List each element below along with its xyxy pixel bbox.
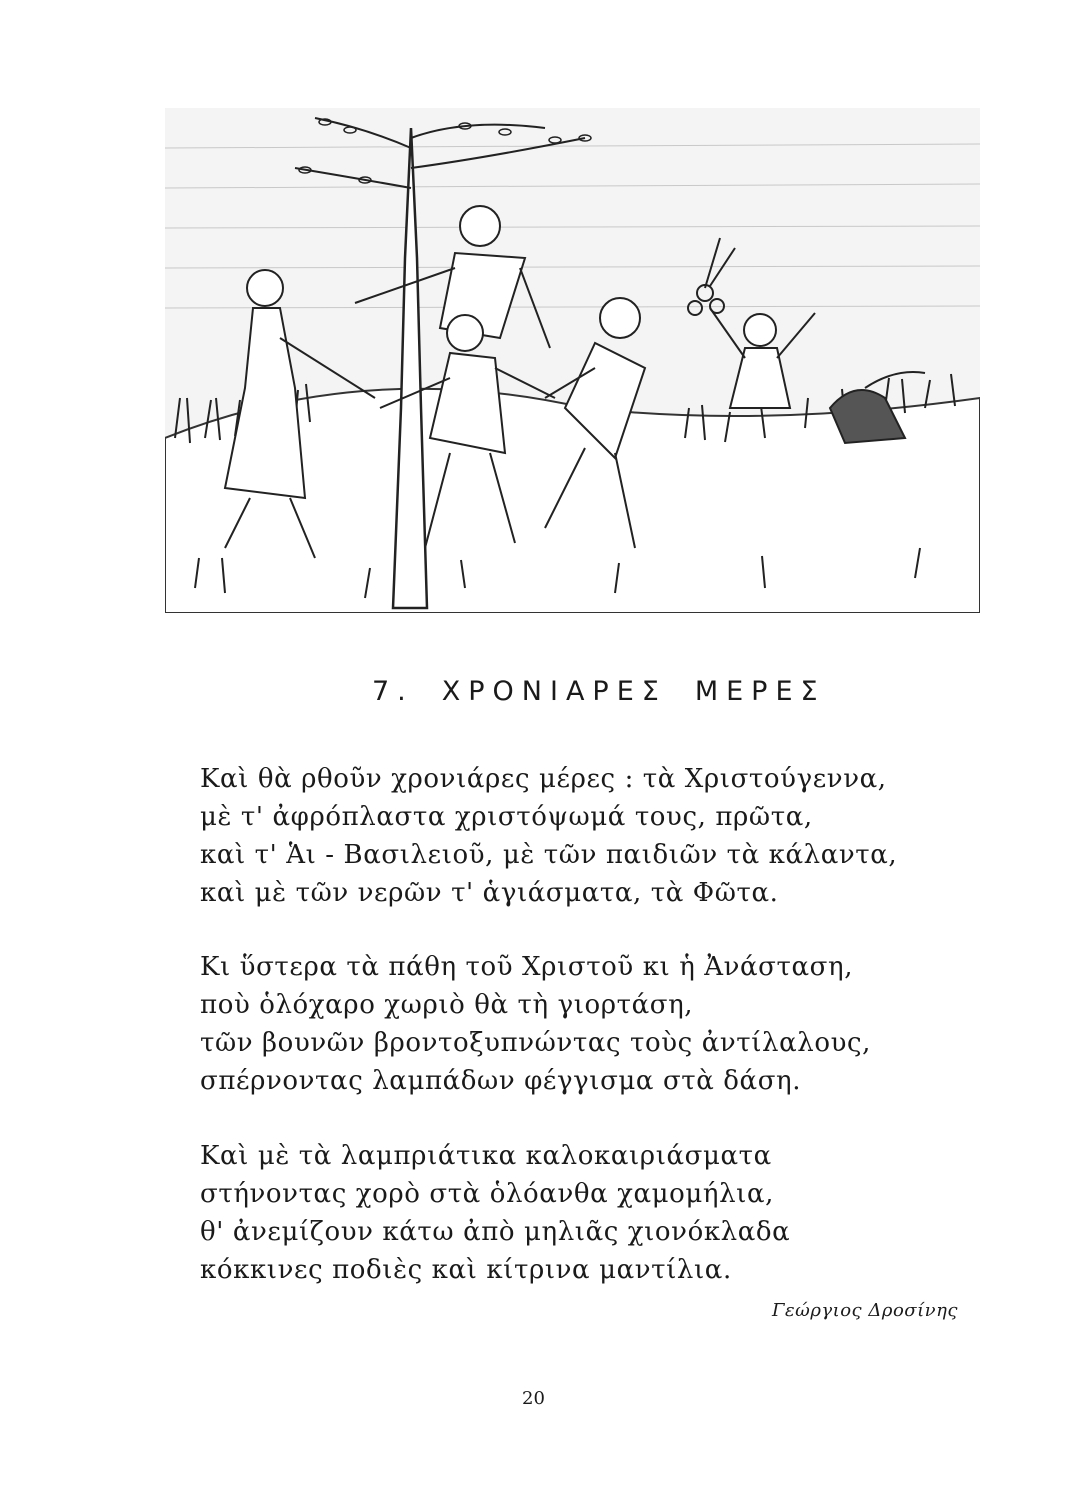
illustration-drawing <box>165 108 980 613</box>
stanza-1 <box>200 760 900 912</box>
poem-title <box>372 676 826 707</box>
stanza-2 <box>200 948 900 1100</box>
poem-line: μὲ τ' ἀφρόπλαστα χριστόψωμά τους, πρῶτα, <box>200 802 813 832</box>
poem-line: στήνοντας χορὸ στὰ ὁλόανθα χαμομήλια, <box>200 1179 774 1209</box>
poem-line: Κι ὕστερα τὰ πάθη τοῦ Χριστοῦ κι ἡ Ἀνάσταση, <box>200 952 854 982</box>
poem-line: Καὶ θὰ ρθοῦν χρονιάρες μέρες : τὰ Χριστούγεννα, <box>200 764 887 794</box>
page-number: 20 <box>522 1388 545 1409</box>
poem-line: καὶ μὲ τῶν νερῶν τ' ἁγιάσματα, τὰ Φῶτα. <box>200 878 779 908</box>
title-word-1: ΧΡΟΝΙΑΡΕΣ <box>441 676 667 707</box>
title-word-2: ΜΕΡΕΣ <box>694 676 826 707</box>
author-name: Γεώργιος Δροσίνης <box>772 1300 958 1321</box>
poem-line: Καὶ μὲ τὰ λαμπριάτικα καλοκαιριάσματα <box>200 1141 772 1171</box>
poem-line: κόκκινες ποδιὲς καὶ κίτρινα μαντίλια. <box>200 1255 732 1285</box>
title-number: 7. <box>372 676 414 707</box>
poem-line: σπέρνοντας λαμπάδων φέγγισμα στὰ δάση. <box>200 1066 802 1096</box>
poem-line: καὶ τ' Ἁι - Βασιλειοῦ, μὲ τῶν παιδιῶν τὰ κάλαντα, <box>200 840 898 870</box>
poem-line: θ' ἀνεμίζουν κάτω ἀπὸ μηλιᾶς χιονόκλαδα <box>200 1217 791 1247</box>
illustration-children-dancing <box>165 108 980 613</box>
poem-line: ποὺ ὁλόχαρο χωριὸ θὰ τὴ γιορτάση, <box>200 990 694 1020</box>
poem-line: τῶν βουνῶν βροντοξυπνώντας τοὺς ἀντίλαλους, <box>200 1028 872 1058</box>
stanza-3 <box>200 1137 900 1289</box>
